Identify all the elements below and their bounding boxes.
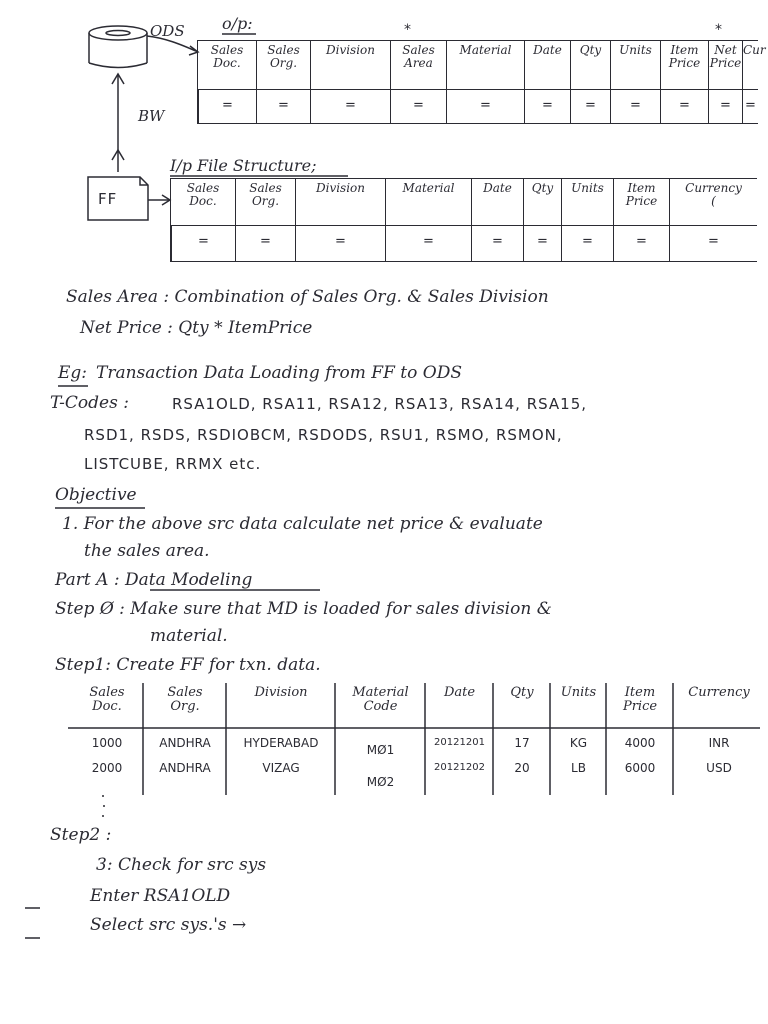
- output-header-item-price: Item Price: [660, 41, 708, 89]
- ff-header-qty: Qty: [510, 685, 534, 700]
- net-price-note: Net Price : Qty * ItemPrice: [80, 318, 313, 338]
- tcodes-line-3: LISTCUBE, RRMX etc.: [84, 455, 262, 473]
- input-placeholder: =: [471, 225, 523, 261]
- input-header-item-price: Item Price: [613, 179, 669, 225]
- ff-header-division: Division: [254, 685, 308, 700]
- input-structure-title: I/p File Structure;: [170, 156, 317, 175]
- output-placeholder: =: [570, 89, 610, 123]
- input-placeholder: =: [613, 225, 669, 261]
- bw-label: BW: [138, 107, 165, 125]
- ff-row1-item-price: 4000: [624, 736, 656, 750]
- ff-row2-material-code: MØ2: [366, 775, 395, 789]
- tcodes-line-2: RSD1, RSDS, RSDIOBCM, RSDODS, RSU1, RSMO, RSMON,: [84, 426, 563, 444]
- ff-row1-units: KG: [569, 736, 588, 750]
- ff-row1-qty: 17: [514, 736, 530, 750]
- sales-area-star: *: [404, 22, 411, 38]
- output-header-qty: Qty: [570, 41, 610, 89]
- input-placeholder: =: [295, 225, 385, 261]
- input-header-sales-org: Sales Org.: [235, 179, 295, 225]
- ff-row2-item-price: 6000: [624, 761, 656, 775]
- eg-text: Transaction Data Loading from FF to ODS: [96, 363, 462, 383]
- step0-line-2: material.: [150, 626, 228, 646]
- input-placeholder: =: [171, 225, 235, 261]
- input-header-division: Division: [295, 179, 385, 225]
- output-header-division: Division: [310, 41, 390, 89]
- output-header-net-price: Net Price: [708, 41, 742, 89]
- ff-row2-qty: 20: [514, 761, 530, 775]
- output-placeholder: =: [708, 89, 742, 123]
- ff-row1-sales-doc: 1000: [91, 736, 123, 750]
- tcodes-line-1: RSA1OLD, RSA11, RSA12, RSA13, RSA14, RSA15,: [172, 395, 588, 413]
- input-header-date: Date: [471, 179, 523, 225]
- output-placeholder: =: [524, 89, 570, 123]
- eg-label: Eg:: [58, 363, 88, 383]
- input-placeholder: =: [669, 225, 757, 261]
- step0-line-1: Step Ø : Make sure that MD is loaded for sales division &: [55, 599, 552, 619]
- output-placeholder: =: [256, 89, 310, 123]
- ff-row2-sales-org: ANDHRA: [159, 761, 211, 775]
- ff-row1-sales-org: ANDHRA: [159, 736, 211, 750]
- input-structure-table: [170, 178, 757, 262]
- step2-line-2: Enter RSA1OLD: [90, 886, 231, 906]
- ods-label: ODS: [150, 22, 185, 40]
- output-header-date: Date: [524, 41, 570, 89]
- ff-header-material-code: Material Code: [352, 685, 409, 714]
- ods-cylinder-icon: [89, 26, 147, 68]
- step2-line-3: Select src sys.'s →: [90, 915, 247, 935]
- output-placeholder: =: [742, 89, 758, 123]
- ff-row2-currency: USD: [706, 761, 732, 775]
- net-price-star: *: [715, 22, 722, 38]
- ff-row1-division: HYDERABAD: [243, 736, 319, 750]
- input-header-sales-doc: Sales Doc.: [186, 181, 220, 208]
- ff-header-units: Units: [560, 685, 597, 700]
- ff-row1-date: 20121201: [434, 737, 485, 748]
- ff-row2-division: VIZAG: [262, 761, 300, 775]
- ff-label: FF: [98, 190, 118, 208]
- objective-line-2: the sales area.: [84, 541, 210, 561]
- input-placeholder: =: [523, 225, 561, 261]
- ff-file-icon: [88, 177, 148, 220]
- step2-line-1: 3: Check for src sys: [96, 855, 267, 875]
- output-placeholder: =: [660, 89, 708, 123]
- input-placeholder: =: [235, 225, 295, 261]
- ff-row1-currency: INR: [708, 736, 730, 750]
- output-header-sales-doc: Sales Doc.: [210, 43, 244, 70]
- input-placeholder: =: [385, 225, 471, 261]
- output-placeholder: =: [610, 89, 660, 123]
- input-header-currency: Currency (: [669, 179, 757, 225]
- input-placeholder: =: [561, 225, 613, 261]
- output-placeholder: =: [446, 89, 524, 123]
- output-header-units: Units: [610, 41, 660, 89]
- output-label: o/p:: [222, 14, 253, 33]
- ff-header-date: Date: [443, 685, 476, 700]
- step1-line: Step1: Create FF for txn. data.: [55, 655, 321, 675]
- ff-row2-units: LB: [571, 761, 586, 775]
- input-header-material: Material: [385, 179, 471, 225]
- output-header-sales-org: Sales Org.: [256, 41, 310, 89]
- ff-header-currency: Currency: [688, 685, 750, 700]
- output-structure-table: [197, 40, 766, 124]
- step2-heading: Step2 :: [50, 825, 112, 845]
- objective-heading: Objective: [55, 485, 137, 505]
- output-placeholder: =: [310, 89, 390, 123]
- ff-row2-date: 20121202: [434, 762, 485, 773]
- ff-row2-sales-doc: 2000: [91, 761, 123, 775]
- part-a-heading: Part A : Data Modeling: [55, 570, 253, 590]
- output-placeholder: =: [390, 89, 446, 123]
- ff-header-sales-org: Sales Org.: [167, 685, 203, 714]
- output-placeholder: =: [198, 89, 256, 123]
- input-header-qty: Qty: [523, 179, 561, 225]
- output-header-sales-area: Sales Area: [390, 41, 446, 89]
- sales-area-note: Sales Area : Combination of Sales Org. & Sales Division: [66, 287, 549, 307]
- ff-header-sales-doc: Sales Doc.: [89, 685, 125, 714]
- ff-row1-material-code: MØ1: [366, 743, 395, 757]
- output-header-material: Material: [446, 41, 524, 89]
- tcodes-label: T-Codes :: [50, 393, 129, 413]
- output-header-currency: Cur: [742, 41, 758, 89]
- objective-line-1: 1. For the above src data calculate net price & evaluate: [62, 514, 543, 534]
- input-header-units: Units: [561, 179, 613, 225]
- ff-header-item-price: Item Price: [622, 685, 658, 714]
